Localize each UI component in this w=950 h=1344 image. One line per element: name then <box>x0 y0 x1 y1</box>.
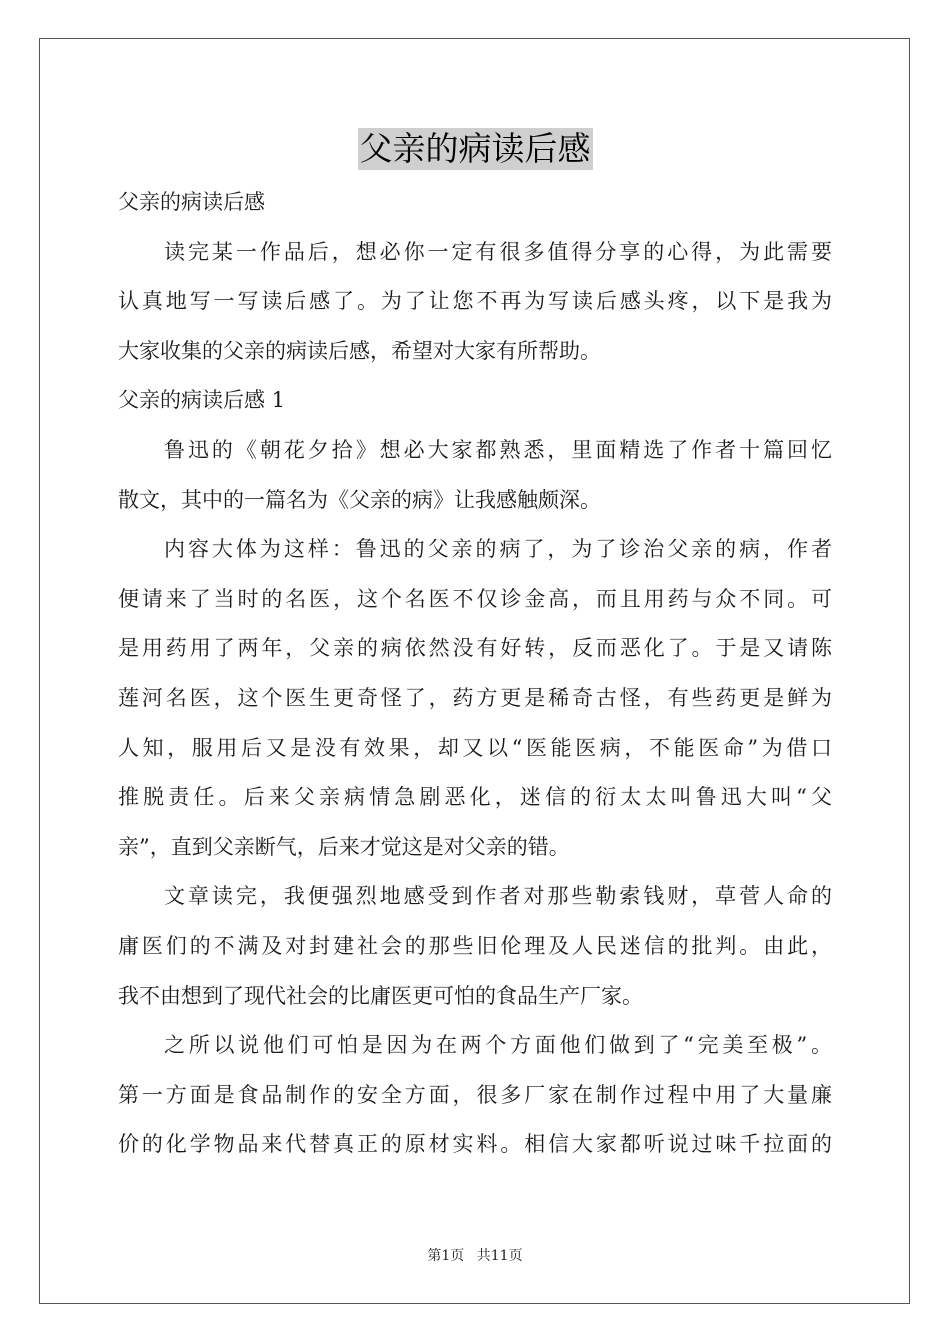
page-number: 第1页 <box>427 1248 465 1264</box>
page-total: 共11页 <box>476 1248 523 1264</box>
text-line: 父亲的病读后感 <box>118 190 265 214</box>
title-block <box>0 128 950 170</box>
text-line: 是用药用了两年，父亲的病依然没有好转，反而恶化了。于是又请陈 <box>118 636 832 661</box>
text-line: 之所以说他们可怕是因为在两个方面他们做到了“完美至极”。 <box>164 1033 832 1058</box>
text-line: 大家收集的父亲的病读后感，希望对大家有所帮助。 <box>118 338 601 363</box>
text-line: 便请来了当时的名医，这个名医不仅诊金高，而且用药与众不同。可 <box>118 586 832 611</box>
text-line: 父亲的病读后感 1 <box>118 388 286 413</box>
text-line: 读完某一作品后，想必你一定有很多值得分享的心得，为此需要 <box>164 239 832 264</box>
text-line: 亲”，直到父亲断气，后来才觉这是对父亲的错。 <box>118 834 570 859</box>
document-title: 父亲的病读后感 <box>359 129 591 168</box>
text-line: 散文，其中的一篇名为《父亲的病》让我感触颇深。 <box>118 487 601 512</box>
text-line: 人知，服用后又是没有效果，却又以“医能医病，不能医命”为借口 <box>118 735 832 760</box>
text-line: 文章读完，我便强烈地感受到作者对那些勒索钱财，草菅人命的 <box>164 884 832 909</box>
page-footer <box>0 1245 950 1265</box>
text-line: 我不由想到了现代社会的比庸医更可怕的食品生产厂家。 <box>118 983 643 1008</box>
text-line: 莲河名医，这个医生更奇怪了，药方更是稀奇古怪，有些药更是鲜为 <box>118 685 832 710</box>
text-line: 推脱责任。后来父亲病情急剧恶化，迷信的衍太太叫鲁迅大叫“父 <box>118 785 832 810</box>
text-line: 内容大体为这样：鲁迅的父亲的病了，为了诊治父亲的病，作者 <box>164 537 832 562</box>
text-line: 认真地写一写读后感了。为了让您不再为写读后感头疼，以下是我为 <box>118 289 832 314</box>
text-line: 鲁迅的《朝花夕拾》想必大家都熟悉，里面精选了作者十篇回忆 <box>164 437 832 462</box>
text-line: 庸医们的不满及对封建社会的那些旧伦理及人民迷信的批判。由此， <box>118 933 832 958</box>
document-body <box>118 178 832 1170</box>
text-line: 第一方面是食品制作的安全方面，很多厂家在制作过程中用了大量廉 <box>118 1082 832 1107</box>
text-line: 价的化学物品来代替真正的原材实料。相信大家都听说过味千拉面的 <box>118 1132 832 1157</box>
